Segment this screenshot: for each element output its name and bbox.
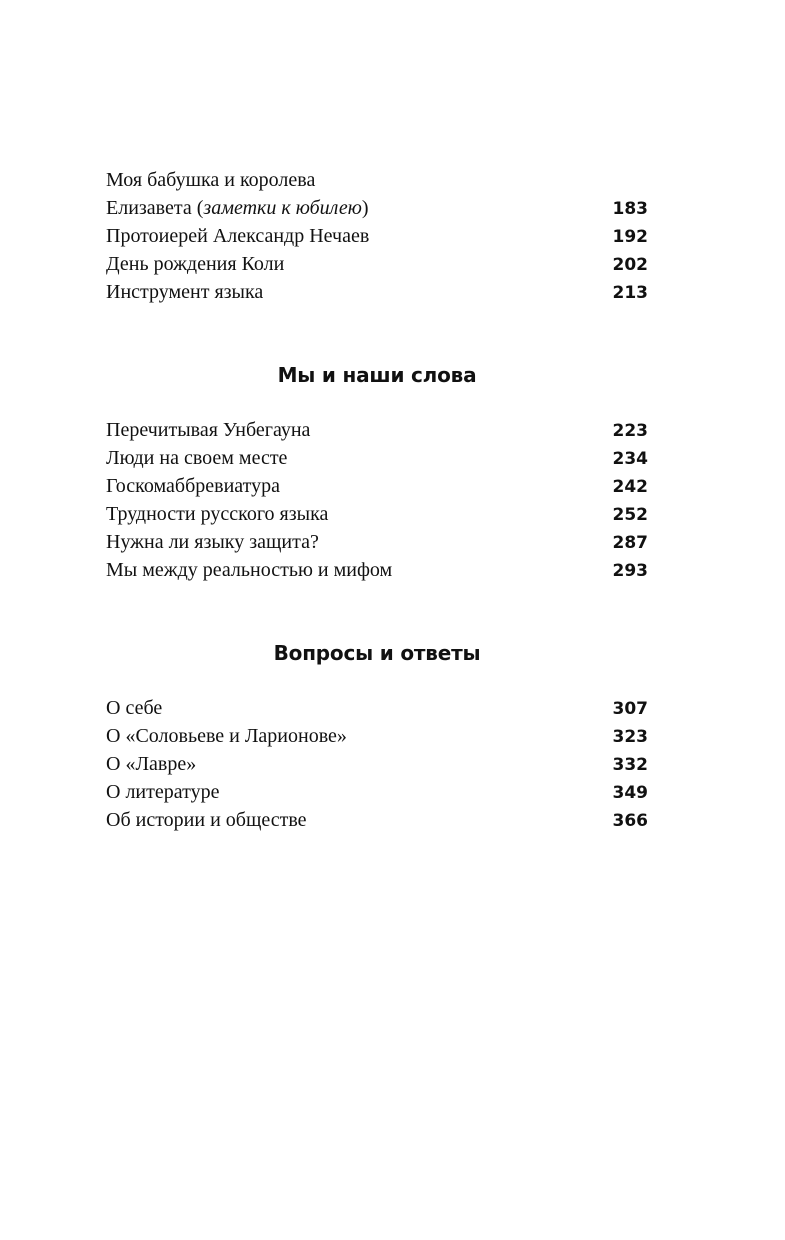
toc-entry: [106, 778, 648, 806]
toc-page-number: 242: [612, 477, 648, 497]
toc-page-number: 192: [612, 227, 648, 247]
toc-page-number: 252: [612, 505, 648, 525]
toc-entry-title: О себе: [106, 697, 163, 719]
title-text: Елизавета (: [106, 197, 204, 219]
toc-entry-title: О «Соловьеве и Ларионове»: [106, 725, 347, 747]
toc-entry-title: Об истории и обществе: [106, 809, 307, 831]
toc-entry-title: Протоиерей Александр Нечаев: [106, 225, 370, 247]
toc-entry: [106, 472, 648, 500]
toc-entry: [106, 722, 648, 750]
toc-page-number: 234: [612, 449, 648, 469]
toc-entry: [106, 250, 648, 278]
toc-page-number: 349: [612, 783, 648, 803]
toc-entry-title: [106, 194, 369, 222]
toc-entry-title: Перечитывая Унбегауна: [106, 419, 311, 441]
section-heading: Вопросы и ответы: [273, 641, 481, 665]
toc-page-number: 202: [612, 255, 648, 275]
title-text: ): [361, 197, 369, 219]
toc-entry: [106, 694, 648, 722]
toc-entry: [106, 806, 648, 834]
toc-entry: [106, 278, 648, 306]
table-of-contents: [106, 166, 648, 834]
toc-page-number: 323: [612, 727, 648, 747]
section-list: [106, 416, 648, 584]
toc-page-number: 287: [612, 533, 648, 553]
toc-entry-title: Мы между реальностью и мифом: [106, 559, 393, 581]
toc-entry: [106, 556, 648, 584]
toc-entry: [106, 194, 648, 222]
toc-entry: [106, 416, 648, 444]
section-heading: Мы и наши слова: [277, 363, 477, 387]
toc-page-number: 223: [612, 421, 648, 441]
toc-entry: [106, 528, 648, 556]
toc-entry-title: Трудности русского языка: [106, 503, 329, 525]
toc-page-number: 332: [612, 755, 648, 775]
toc-page-number: 366: [612, 811, 648, 831]
toc-page-number: 307: [612, 699, 648, 719]
toc-entry-title: О литературе: [106, 781, 220, 803]
toc-entry: [106, 222, 648, 250]
toc-entry: [106, 444, 648, 472]
toc-entry-title: Госкомаббревиатура: [106, 475, 280, 497]
toc-entry: [106, 500, 648, 528]
toc-entry-title-line: [106, 166, 648, 194]
toc-page-number: 293: [612, 561, 648, 581]
toc-entry: [106, 750, 648, 778]
toc-entry-title: Нужна ли языку защита?: [106, 531, 319, 553]
toc-page-number: 213: [612, 283, 648, 303]
toc-entry-title: Инструмент языка: [106, 281, 264, 303]
toc-entry-title: Люди на своем месте: [106, 447, 288, 469]
toc-entry-title: День рождения Коли: [106, 253, 285, 275]
toc-entry-title: Моя бабушка и королева: [106, 169, 316, 191]
section-list: [106, 694, 648, 834]
title-italic-text: заметки к юбилею: [203, 197, 362, 219]
toc-entry-title: О «Лавре»: [106, 753, 197, 775]
toc-page-number: 183: [612, 199, 648, 219]
